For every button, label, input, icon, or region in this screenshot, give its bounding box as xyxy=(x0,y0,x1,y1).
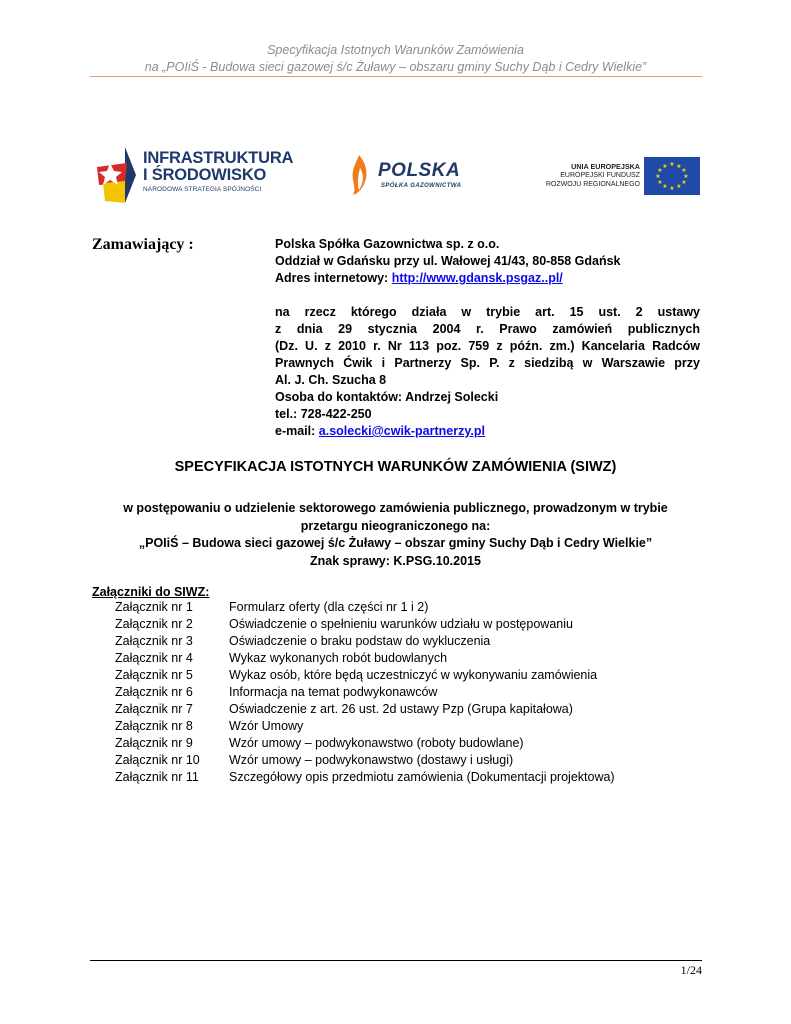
attachment-number: Załącznik nr 4 xyxy=(115,651,193,665)
svg-text:★: ★ xyxy=(669,161,675,168)
procedure-line1: w postępowaniu o udzielenie sektorowego zamówienia publicznego, prowadzonym w trybie xyxy=(123,501,668,515)
svg-text:★: ★ xyxy=(655,173,661,180)
infra-line2: I ŚRODOWISKO xyxy=(143,166,267,184)
attachment-desc: Formularz oferty (dla części nr 1 i 2) xyxy=(229,600,429,614)
svg-text:★: ★ xyxy=(681,179,687,186)
email-label: e-mail: xyxy=(275,424,316,438)
attachment-desc: Szczegółowy opis przedmiotu zamówienia (Dokumentacji projektowa) xyxy=(229,770,615,784)
company-name: Polska Spółka Gazownictwa sp. z o.o. xyxy=(275,237,500,251)
attachment-desc: Oświadczenie o spełnieniu warunków udziału w postępowaniu xyxy=(229,617,573,631)
attachment-number: Załącznik nr 1 xyxy=(115,600,193,614)
svg-text:★: ★ xyxy=(676,163,682,170)
infra-line3: NARODOWA STRATEGIA SPÓJNOŚCI xyxy=(143,186,262,193)
psg-sub: SPÓŁKA GAZOWNICTWA xyxy=(381,183,462,189)
agent-block xyxy=(275,304,700,440)
svg-text:★: ★ xyxy=(657,179,663,186)
email-link[interactable]: a.solecki@cwik-partnerzy.pl xyxy=(318,424,485,438)
header-subtitle: na „POIiŚ - Budowa sieci gazowej ś/c Żuławy – obszaru gminy Suchy Dąb i Cedry Wielkie” xyxy=(144,60,647,74)
attachment-desc: Wzór umowy – podwykonawstwo (dostawy i usługi) xyxy=(229,753,514,767)
eu-line1: UNIA EUROPEJSKA xyxy=(571,162,640,171)
website-link[interactable]: http://www.gdansk.psgaz..pl/ xyxy=(391,271,563,285)
eu-line2: EUROPEJSKI FUNDUSZ xyxy=(560,172,640,179)
attachment-number: Załącznik nr 3 xyxy=(115,634,193,648)
eu-flag-icon xyxy=(644,157,700,195)
eu-line3: ROZWOJU REGIONALNEGO xyxy=(545,181,640,188)
eu-logo xyxy=(510,156,700,196)
infra-line1: INFRASTRUKTURA xyxy=(143,149,294,167)
header-divider xyxy=(90,76,702,77)
attachments-list xyxy=(115,599,615,786)
svg-text:★: ★ xyxy=(662,163,668,170)
list-item xyxy=(115,735,615,752)
psg-name: POLSKA xyxy=(378,160,461,181)
svg-text:★: ★ xyxy=(676,183,682,190)
star-flag-icon xyxy=(95,145,137,205)
svg-text:★: ★ xyxy=(662,183,668,190)
list-item xyxy=(115,752,615,769)
list-item xyxy=(115,684,615,701)
attachment-desc: Oświadczenie z art. 26 ust. 2d ustawy Pzp (Grupa kapitałowa) xyxy=(229,702,573,716)
attachment-number: Załącznik nr 10 xyxy=(115,753,200,767)
list-item xyxy=(115,718,615,735)
attachment-desc: Wzór Umowy xyxy=(229,719,304,733)
attachment-desc: Oświadczenie o braku podstaw do wykluczenia xyxy=(229,634,491,648)
procedure-block xyxy=(80,500,711,570)
agent-line-3: (Dz. U. z 2010 r. Nr 113 poz. 759 z późn. zm.) Kancelaria Radców xyxy=(275,339,700,353)
attachment-number: Załącznik nr 8 xyxy=(115,719,193,733)
svg-text:★: ★ xyxy=(657,167,663,174)
list-item xyxy=(115,650,615,667)
attachment-number: Załącznik nr 2 xyxy=(115,617,193,631)
attachment-desc: Wykaz wykonanych robót budowlanych xyxy=(229,651,448,665)
attachment-number: Załącznik nr 6 xyxy=(115,685,193,699)
psg-logo xyxy=(345,152,475,200)
attachment-number: Załącznik nr 11 xyxy=(115,770,199,784)
infrastruktura-logo xyxy=(95,145,294,207)
document-title: SPECYFIKACJA ISTOTNYCH WARUNKÓW ZAMÓWIENIA (SIWZ) xyxy=(174,459,617,475)
attachments-heading: Załączniki do SIWZ: xyxy=(92,585,210,599)
contact-person: Osoba do kontaktów: Andrzej Solecki xyxy=(275,390,499,404)
contracting-label: Zamawiający : xyxy=(92,236,194,253)
contact-phone: tel.: 728-422-250 xyxy=(275,407,372,421)
flame-icon xyxy=(347,154,371,196)
company-branch: Oddział w Gdańsku przy ul. Wałowej 41/43, 80-858 Gdańsk xyxy=(275,254,621,268)
list-item xyxy=(115,667,615,684)
list-item xyxy=(115,599,615,616)
agent-line-4: Prawnych Ćwik i Partnerzy Sp. P. z siedzibą w Warszawie przy xyxy=(275,356,700,370)
agent-line-2: z dnia 29 stycznia 2004 r. Prawo zamówień publicznych xyxy=(275,322,700,336)
email-row xyxy=(275,423,700,440)
svg-text:★: ★ xyxy=(683,173,689,180)
attachment-desc: Wzór umowy – podwykonawstwo (roboty budowlane) xyxy=(229,736,524,750)
list-item xyxy=(115,616,615,633)
list-item xyxy=(115,769,615,786)
svg-text:★: ★ xyxy=(669,185,675,192)
svg-text:★: ★ xyxy=(681,167,687,174)
attachment-desc: Wykaz osób, które będą uczestniczyć w wykonywaniu zamówienia xyxy=(229,668,598,682)
case-number: Znak sprawy: K.PSG.10.2015 xyxy=(310,553,481,568)
procedure-line2: przetargu nieograniczonego na: xyxy=(300,518,491,533)
attachment-number: Załącznik nr 5 xyxy=(115,668,193,682)
website-label: Adres internetowy: xyxy=(275,271,389,285)
list-item xyxy=(115,633,615,650)
agent-address: Al. J. Ch. Szucha 8 xyxy=(275,373,387,387)
website-row xyxy=(275,270,700,287)
list-item xyxy=(115,701,615,718)
footer-divider xyxy=(90,960,702,961)
attachment-number: Załącznik nr 7 xyxy=(115,702,193,716)
procedure-line3: „POIiŚ – Budowa sieci gazowej ś/c Żuławy – obszar gminy Suchy Dąb i Cedry Wielkie” xyxy=(138,536,653,550)
page-number: 1/24 xyxy=(680,963,702,977)
contracting-block xyxy=(275,236,700,287)
header-title: Specyfikacja Istotnych Warunków Zamówienia xyxy=(267,43,524,57)
attachment-number: Załącznik nr 9 xyxy=(115,736,193,750)
agent-line-1: na rzecz którego działa w trybie art. 15 ust. 2 ustawy xyxy=(275,305,700,319)
attachment-desc: Informacja na temat podwykonawców xyxy=(229,685,438,699)
